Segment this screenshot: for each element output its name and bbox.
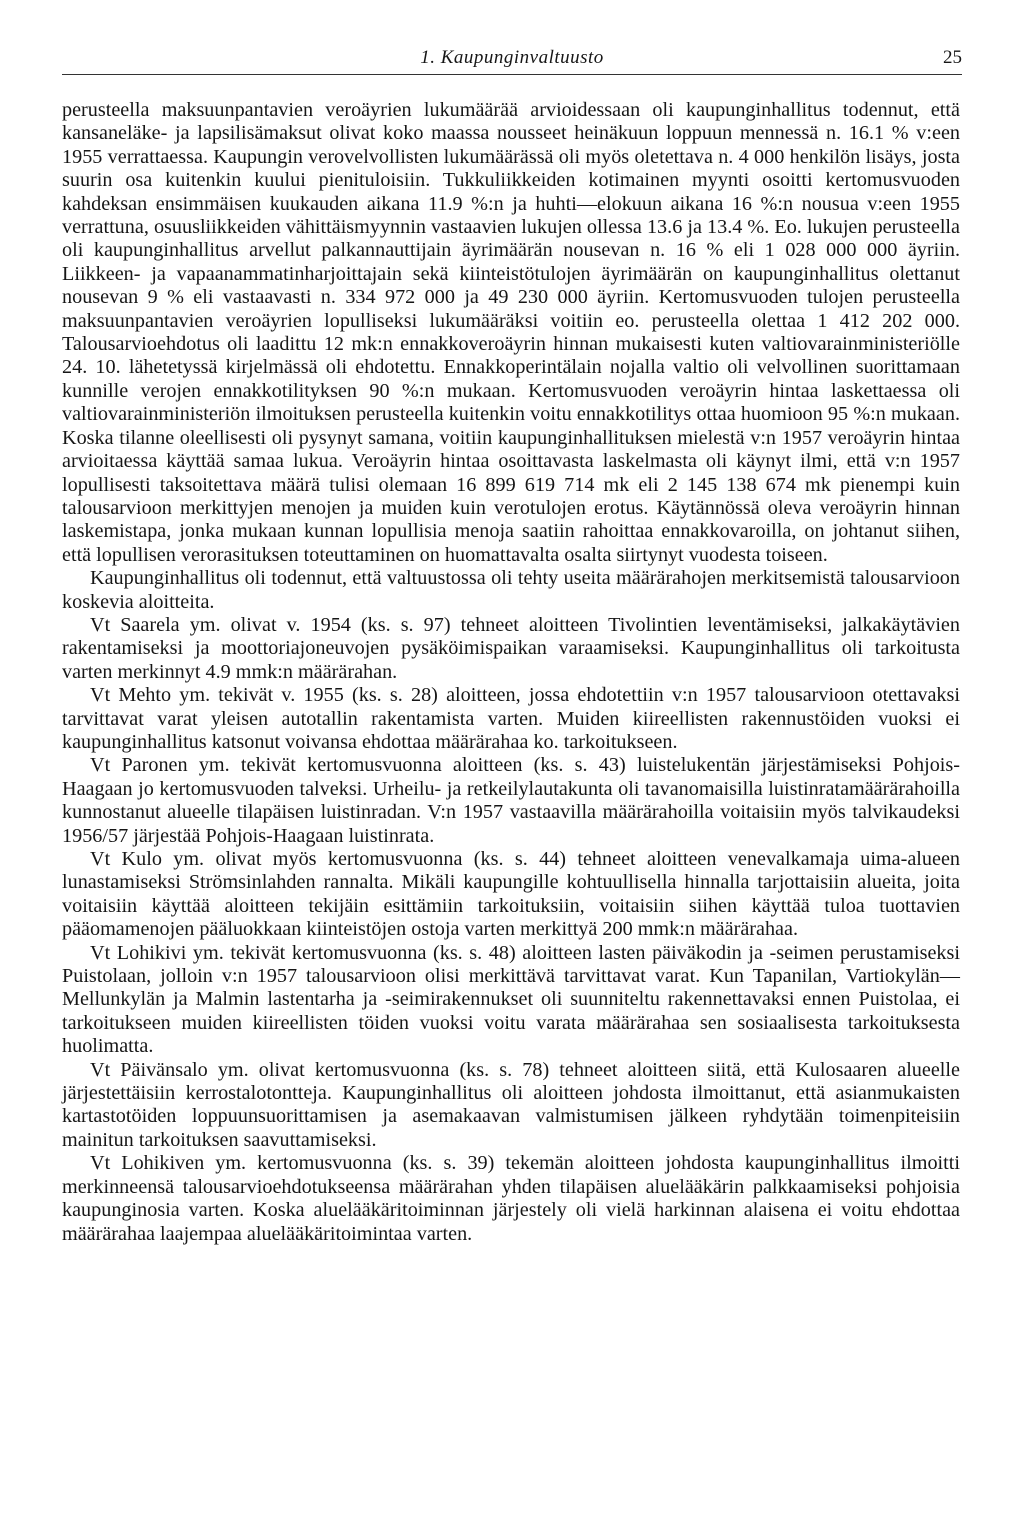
paragraph-tax-estimate: perusteella maksuunpantavien veroäyrien lukumäärää arvioidessaan oli kaupunginhallitus todennut, että kansaneläke- ja lapsilisämaksut olivat koko maassa nousseet heinäkuun loppuun mennessä n. 16.1 % v:een 1955 verrattaessa. Kaupungin verovelvollisten lukumäärässä oli myös oletettava n. 4 000 henkilön lisäys, josta suurin osa kuitenkin kuului pienituloisiin. Tukkuliikkeiden kotimainen myynti osoitti kertomusvuoden kahdeksan ensimmäisen kuukauden aikana 11.9 %:n ja huhti—elokuun aikana 16 %:n nousua v:een 1955 verrattuna, osuusliikkeiden vähittäismyynnin vastaavien lukujen ollessa 13.6 ja 13.4 %. Eo. lukujen perusteella oli kaupunginhallitus arvellut palkannauttijain äyrimäärän nousevan n. 16 % eli 1 028 000 000 äyriin. Liikkeen- ja vapaanammatinharjoittajain sekä kiinteistötulojen äyrimäärän on kaupunginhallitus olettanut nousevan 9 % eli vastaavasti n. 334 972 000 ja 49 230 000 äyriin. Kertomusvuoden tulojen perusteella maksuunpantavien veroäyrien lopulliseksi lukumääräksi voitiin eo. perusteella olettaa 1 412 202 000. Talousarvioehdotus oli laadittu 12 mk:n ennakkoveroäyrin hinnan mukaisesti kuten valtiovarainministeriölle 24. 10. lähetetyssä kirjelmässä oli ehdotettu. Ennakkoperintälain nojalla valtio oli velvollinen suorittamaan kunnille verojen ennakkotilityksen 90 %:n mukaan. Kertomusvuoden veroäyrin hintaa laskettaessa oli valtiovarainministeriön ilmoituksen perusteella kuitenkin voitu ennakkotilitys ottaa huomioon 95 %:n mukaan. Koska tilanne oleellisesti oli pysynyt samana, voitiin kaupunginhallituksen mielestä v:n 1957 veroäyrin hintaa arvioitaessa käyttää samaa lukua. Veroäyrin hintaa osoittavasta laskelmasta oli käynyt ilmi, että v:n 1957 lopullisesti taksoitettava määrä tulisi olemaan 16 899 619 714 mk eli 2 145 138 674 mk pienempi kuin talousarvioon merkittyjen menojen ja muiden kuin verotulojen erotus. Käytännössä oleva veroäyrin hinnan laskemistapa, jonka mukaan kunnan lopullisia menoja saatiin rahoittaa ennakkovaroilla, on johtanut siihen, että lopullisen verorasituksen toteuttaminen on huomattavalta osalta siirtynyt vuodesta toiseen. xyxy=(62,99,960,566)
page-number: 25 xyxy=(943,47,962,68)
header-rule xyxy=(62,74,962,75)
paragraph-paronen: Vt Paronen ym. tekivät kertomusvuonna aloitteen (ks. s. 43) luistelukentän järjestämiseksi Pohjois-Haagaan jo kertomusvuoden talveksi. Urheilu- ja retkeilylautakunta oli tavanomaisilla luistinratamäärärahoilla kunnostanut alueelle tilapäisen luistinradan. V:n 1957 vastaavilla määrärahoilla voitaisiin myös talvikaudeksi 1956/57 järjestää Pohjois-Haagaan luistinrata. xyxy=(62,754,960,847)
paragraph-lohikiven: Vt Lohikiven ym. kertomusvuonna (ks. s. 39) tekemän aloitteen johdosta kaupunginhallitus ilmoitti merkinneensä talousarvioehdotukseensa määrärahan yhden tilapäisen aluelääkärin palkkaamiseksi pohjoisia kaupunginosia varten. Koska aluelääkäritoiminnan järjestely oli vielä harkinnan alaisena ei voitu ehdottaa määrärahaa laajempaa aluelääkäritoimintaa varten. xyxy=(62,1152,960,1245)
paragraph-initiatives-intro: Kaupunginhallitus oli todennut, että valtuustossa oli tehty useita määrärahojen merkitsemistä talousarvioon koskevia aloitteita. xyxy=(62,567,960,613)
paragraph-kulo: Vt Kulo ym. olivat myös kertomusvuonna (ks. s. 44) tehneet aloitteen venevalkamaja uima-alueen lunastamiseksi Strömsinlahden rannalta. Mikäli kaupungille kohtuullisella hinnalla tarjottaisiin alueita, joita voitaisiin käyttää aloitteen tekijäin esittämiin tarkoituksiin, voitaisiin siihen käyttää tuloa tuottavien pääomamenojen pääluokkaan kiinteistöjen ostoja varten merkittyä 200 mmk:n määrärahaa. xyxy=(62,848,960,941)
paragraph-mehto: Vt Mehto ym. tekivät v. 1955 (ks. s. 28) aloitteen, jossa ehdotettiin v:n 1957 talousarvioon otettavaksi tarvittavat varat yleisen autotallin rakentamista varten. Muiden kiireellisten rakennustöiden vuoksi ei kaupunginhallitus katsonut voivansa ehdottaa määrärahaa ko. tarkoitukseen. xyxy=(62,684,960,753)
body-text xyxy=(62,99,960,1246)
header-title: 1. Kaupunginvaltuusto xyxy=(420,47,604,68)
paragraph-lohikivi: Vt Lohikivi ym. tekivät kertomusvuonna (ks. s. 48) aloitteen lasten päiväkodin ja -seimen perustamiseksi Puistolaan, jolloin v:n 1957 talousarvioon olisi merkittävä tarvittavat varat. Kun Tapanilan, Vartiokylän—Mellunkylän ja Malmin lastentarha ja -seimirakennukset oli suunniteltu rakennettavaksi ennen Puistolaa, ei tarkoitukseen muiden kiireellisten töiden vuoksi voitu varata määrärahaa sen sosiaalisesta tarkoituksesta huolimatta. xyxy=(62,941,960,1058)
running-header xyxy=(62,47,962,77)
paragraph-paivansalo: Vt Päivänsalo ym. olivat kertomusvuonna (ks. s. 78) tehneet aloitteen siitä, että Kulosaaren alueelle järjestettäisiin kerrostalotontteja. Kaupunginhallitus oli aloitteen johdosta ilmoittanut, että asianmukaisten kartastotöiden loppuunsuorittamisen ja asemakaavan valmistumisen jälkeen ryhdytään toimenpiteisiin mainitun tarkoituksen saavuttamiseksi. xyxy=(62,1058,960,1151)
paragraph-saarela: Vt Saarela ym. olivat v. 1954 (ks. s. 97) tehneet aloitteen Tivolintien leventämiseksi, jalkakäytävien rakentamiseksi ja moottoriajoneuvojen pysäköimispaikan varaamiseksi. Kaupunginhallitus oli tarkoitusta varten merkinnyt 4.9 mmk:n määrärahan. xyxy=(62,613,960,683)
